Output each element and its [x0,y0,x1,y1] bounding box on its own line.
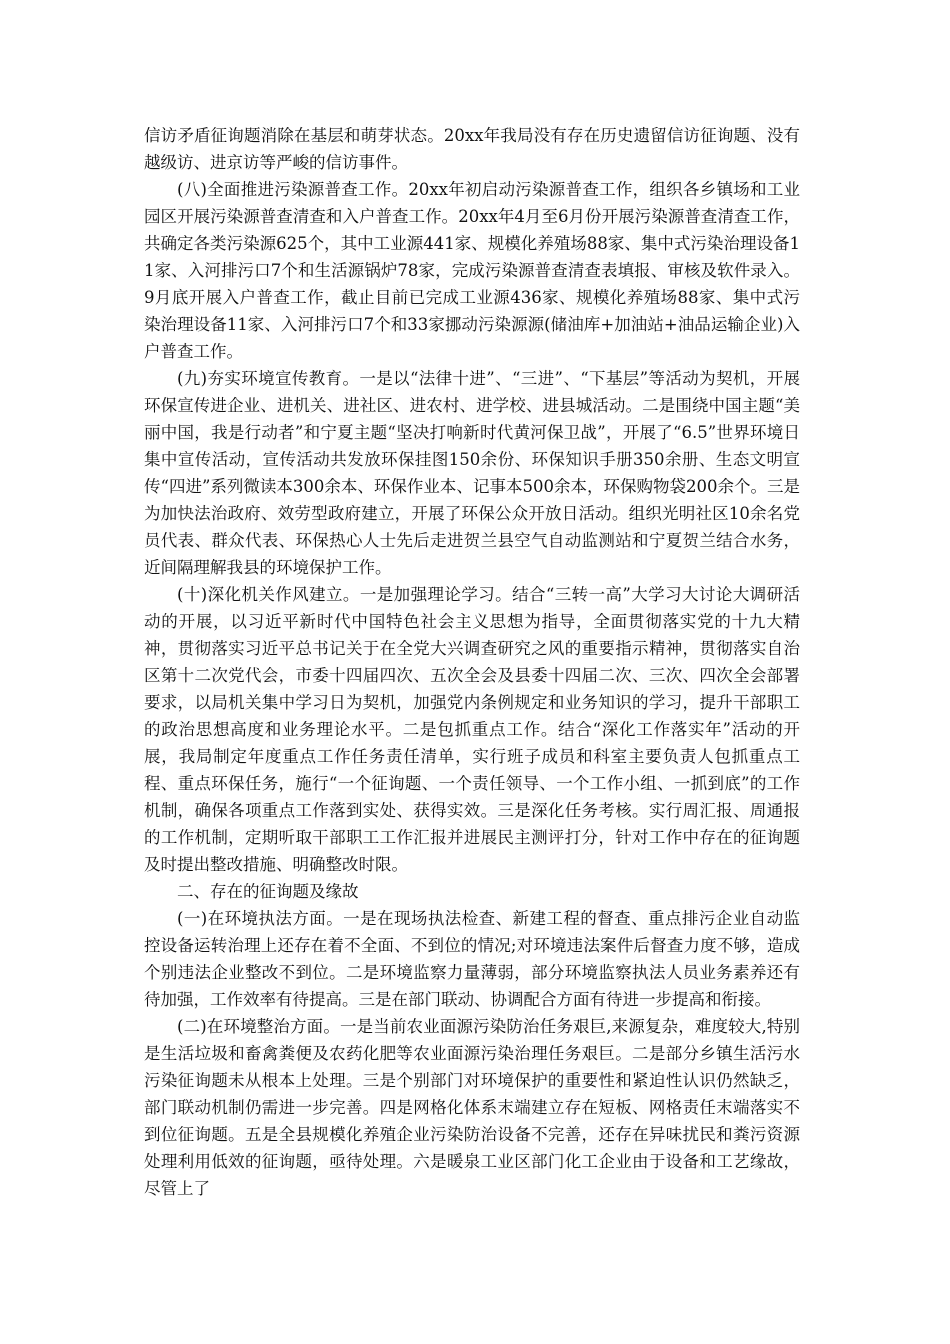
paragraph-work-style: (十)深化机关作风建立。一是加强理论学习。结合“三转一高”大学习大讨论大调研活动的开展，以习近平新时代中国特色社会主义思想为指导，全面贯彻落实党的十九大精神，贯彻落实习近平总书记关于在全党大兴调查研究之风的重要指示精神，贯彻落实自治区第十二次党代会，市委十四届四次、五次全会及县委十四届二次、三次、四次全会部署要求，以局机关集中学习日为契机，加强党内条例规定和业务知识的学习，提升干部职工的政治思想高度和业务理论水平。二是包抓重点工作。结合“深化工作落实年”活动的开展，我局制定年度重点工作任务责任清单，实行班子成员和科室主要负责人包抓重点工程、重点环保任务，施行“一个征询题、一个责任领导、一个工作小组、一抓到底”的工作机制，确保各项重点工作落到实处、获得实效。三是深化任务考核。实行周汇报、周通报的工作机制，定期听取干部职工工作汇报并进展民主测评打分，针对工作中存在的征询题及时提出整改措施、明确整改时限。 [144,585,800,874]
paragraph-law-enforcement: (一)在环境执法方面。一是在现场执法检查、新建工程的督查、重点排污企业自动监控设备运转治理上还存在着不全面、不到位的情况;对环境违法案件后督查力度不够，造成个别违法企业整改不到位。二是环境监察力量薄弱，部分环境监察执法人员业务素养还有待加强，工作效率有待提高。三是在部门联动、协调配合方面有待进一步提高和衔接。 [144,909,800,1009]
paragraph-intro: 信访矛盾征询题消除在基层和萌芽状态。20xx年我局没有存在历史遗留信访征询题、没有越级访、进京访等严峻的信访事件。 [144,126,800,172]
document-page [144,122,800,1202]
section-heading-problems: 二、存在的征询题及缘故 [177,882,359,901]
paragraph-environment-publicity: (九)夯实环境宣传教育。一是以“法律十进”、“三进”、“下基层”等活动为契机，开展环保宣传进企业、进机关、进社区、进农村、进学校、进县城活动。二是围绕中国主题“美丽中国，我是行动者”和宁夏主题“坚决打响新时代黄河保卫战”，开展了“6.5”世界环境日集中宣传活动，宣传活动共发放环保挂图150余份、环保知识手册350余册、生态文明宣传“四进”系列微读本300余本、环保作业本、记事本500余本，环保购物袋200余个。三是为加快法治政府、效劳型政府建立，开展了环保公众开放日活动。组织光明社区10余名党员代表、群众代表、环保热心人士先后走进贺兰县空气自动监测站和宁夏贺兰结合水务，近间隔理解我县的环境保护工作。 [144,369,800,577]
paragraph-environment-remediation: (二)在环境整治方面。一是当前农业面源污染防治任务艰巨,来源复杂，难度较大,特别是生活垃圾和畜禽粪便及农药化肥等农业面源污染治理任务艰巨。二是部分乡镇生活污水污染征询题未从根本上处理。三是个别部门对环境保护的重要性和紧迫性认识仍然缺乏，部门联动机制仍需进一步完善。四是网格化体系末端建立存在短板、网格责任末端落实不到位征询题。五是全县规模化养殖企业污染防治设备不完善，还存在异味扰民和粪污资源处理利用低效的征询题，亟待处理。六是暖泉工业区部门化工企业由于设备和工艺缘故，尽管上了 [144,1017,800,1198]
paragraph-pollution-census: (八)全面推进污染源普查工作。20xx年初启动污染源普查工作，组织各乡镇场和工业园区开展污染源普查清查和入户普查工作。20xx年4月至6月份开展污染源普查清查工作，共确定各类污染源625个，其中工业源441家、规模化养殖场88家、集中式污染治理设备11家、入河排污口7个和生活源锅炉78家，完成污染源普查清查表填报、审核及软件录入。9月底开展入户普查工作，截止目前已完成工业源436家、规模化养殖场88家、集中式污染治理设备11家、入河排污口7个和33家挪动污染源源(储油库+加油站+油品运输企业)入户普查工作。 [144,180,800,361]
